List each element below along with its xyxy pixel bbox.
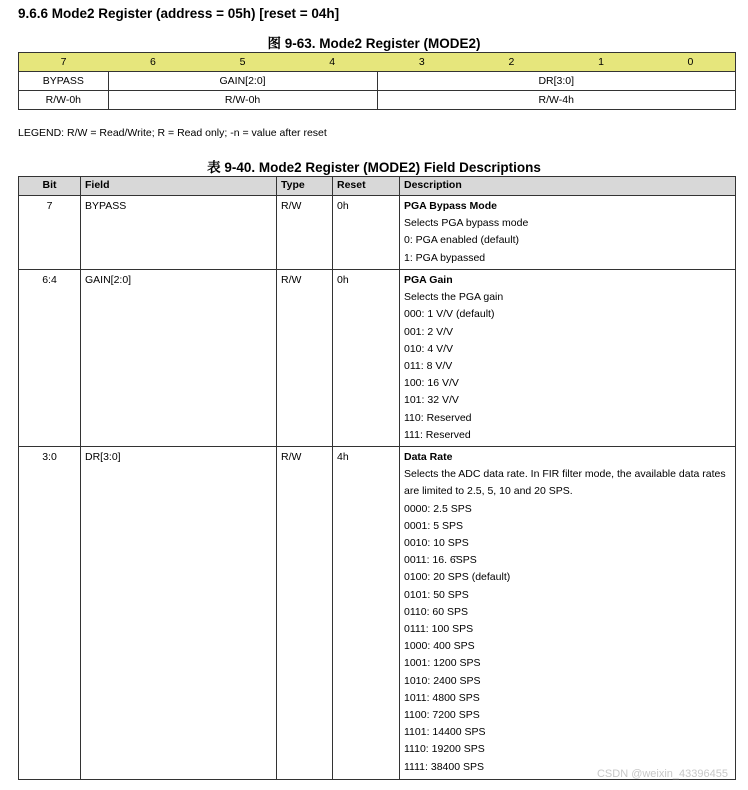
header-bit: Bit — [19, 177, 81, 196]
type-cell: R/W — [277, 447, 333, 780]
legend: LEGEND: R/W = Read/Write; R = Read only; -n = value after reset — [18, 127, 327, 139]
description-line: 0000: 2.5 SPS — [404, 502, 472, 515]
access-row — [19, 91, 736, 110]
header-field: Field — [81, 177, 277, 196]
field-descriptions-table — [18, 176, 736, 780]
register-map-table — [18, 52, 736, 110]
type-cell: R/W — [277, 270, 333, 447]
description-line: 011: 8 V/V — [404, 360, 453, 373]
description-line: 1101: 14400 SPS — [404, 726, 486, 739]
description-line: 1110: 19200 SPS — [404, 743, 485, 756]
watermark: CSDN @weixin_43396455 — [596, 768, 728, 780]
table-row — [19, 447, 736, 780]
figure-caption: 图 9-63. Mode2 Register (MODE2) — [267, 36, 481, 51]
bit-cell: 7 — [19, 53, 109, 72]
description-line: 1: PGA bypassed — [404, 251, 486, 264]
description-line: 1010: 2400 SPS — [404, 674, 481, 687]
table-row — [19, 270, 736, 447]
description-line: 110: Reserved — [404, 411, 472, 424]
description-line: 0101: 50 SPS — [404, 588, 469, 601]
type-cell: R/W — [277, 196, 333, 270]
bit-cell: 4 — [287, 53, 377, 72]
bit-number-row — [19, 53, 736, 72]
description-line: 100: 16 V/V — [404, 377, 459, 390]
access-dr: R/W-4h — [377, 91, 736, 110]
table-caption: 表 9-40. Mode2 Register (MODE2) Field Descriptions — [207, 160, 541, 175]
header-reset: Reset — [333, 177, 400, 196]
field-dr: DR[3:0] — [377, 72, 736, 91]
description-line: 0100: 20 SPS (default) — [404, 571, 511, 584]
bit-cell: 3:0 — [19, 447, 81, 780]
reset-cell: 0h — [333, 196, 400, 270]
section-title: 9.6.6 Mode2 Register (address = 05h) [reset = 04h] — [18, 6, 340, 21]
description-line: 1000: 400 SPS — [404, 640, 475, 653]
description-line: 0010: 10 SPS — [404, 537, 469, 550]
description-line: 000: 1 V/V (default) — [404, 308, 495, 321]
description-line: 1111: 38400 SPS — [404, 760, 484, 773]
field-cell: BYPASS — [81, 196, 277, 270]
reset-cell: 0h — [333, 270, 400, 447]
description-line: 1011: 4800 SPS — [404, 691, 480, 704]
field-bypass: BYPASS — [19, 72, 109, 91]
description-line: 111: Reserved — [404, 428, 471, 441]
description-line: 0110: 60 SPS — [404, 605, 469, 618]
reset-cell: 4h — [333, 447, 400, 780]
bit-cell: 6:4 — [19, 270, 81, 447]
bit-cell: 5 — [198, 53, 288, 72]
description-title: PGA Bypass Mode — [404, 200, 497, 212]
bit-cell: 1 — [556, 53, 646, 72]
table-row — [19, 196, 736, 270]
field-cell: DR[3:0] — [81, 447, 277, 780]
bit-cell: 6 — [108, 53, 198, 72]
description-line: Selects the PGA gain — [404, 291, 504, 304]
description-cell — [400, 196, 736, 270]
bit-cell: 7 — [19, 196, 81, 270]
field-name-row — [19, 72, 736, 91]
description-line: 1001: 1200 SPS — [404, 657, 481, 670]
table-header-row — [19, 177, 736, 196]
header-type: Type — [277, 177, 333, 196]
description-cell — [400, 447, 736, 780]
description-title: Data Rate — [404, 451, 453, 464]
access-gain: R/W-0h — [108, 91, 377, 110]
bit-cell: 3 — [377, 53, 467, 72]
description-line: Selects the ADC data rate. In FIR filter mode, the available data rates are limited to 2.5, 5, 10 and 20 SPS. — [404, 468, 726, 498]
description-line: 0001: 5 SPS — [404, 519, 463, 532]
description-line: 0: PGA enabled (default) — [404, 234, 519, 247]
field-cell: GAIN[2:0] — [81, 270, 277, 447]
description-line: 0111: 100 SPS — [404, 623, 474, 636]
description-line: 0011: 16. 6̄SPS — [404, 554, 477, 567]
access-bypass: R/W-0h — [19, 91, 109, 110]
bit-cell: 0 — [646, 53, 736, 72]
description-line: 101: 32 V/V — [404, 394, 459, 407]
description-line: 1100: 7200 SPS — [404, 709, 480, 722]
field-gain: GAIN[2:0] — [108, 72, 377, 91]
description-line: 010: 4 V/V — [404, 342, 454, 355]
description-line: 001: 2 V/V — [404, 325, 454, 338]
description-title: PGA Gain — [404, 274, 453, 286]
description-line: Selects PGA bypass mode — [404, 217, 529, 230]
description-cell — [400, 270, 736, 447]
header-description: Description — [400, 177, 736, 196]
bit-cell: 2 — [467, 53, 557, 72]
